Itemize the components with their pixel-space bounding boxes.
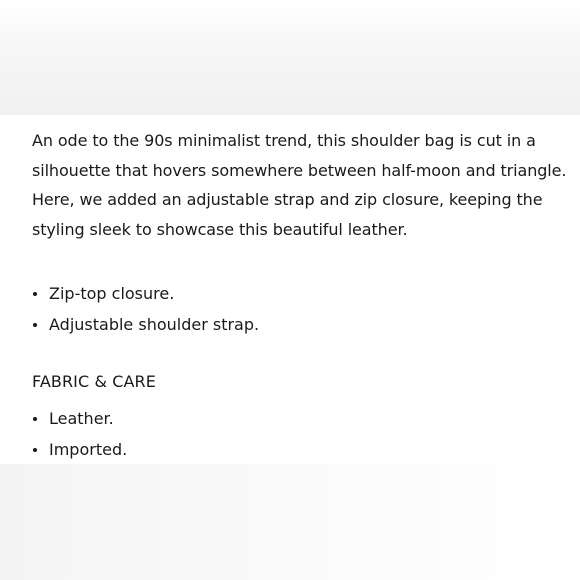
- description-line: Here, we added an adjustable strap and zip closure, keeping the: [32, 190, 543, 209]
- feature-item: Zip-top closure.: [32, 278, 552, 309]
- feature-list: [32, 278, 552, 340]
- care-item: Leather.: [32, 403, 552, 434]
- description-line: styling sleek to showcase this beautiful leather.: [32, 219, 408, 239]
- product-description: [32, 126, 567, 244]
- feature-item: Adjustable shoulder strap.: [32, 309, 552, 340]
- description-line: silhouette that hovers somewhere between half-moon and triangle.: [32, 160, 567, 180]
- fabric-care-heading: FABRIC & CARE: [32, 372, 156, 391]
- description-line: An ode to the 90s minimalist trend, this shoulder bag is cut in a: [32, 131, 536, 150]
- care-item: Imported.: [32, 434, 552, 465]
- fabric-care-list: [32, 403, 552, 465]
- top-image-area: [0, 0, 580, 115]
- bottom-image-area: [0, 464, 580, 580]
